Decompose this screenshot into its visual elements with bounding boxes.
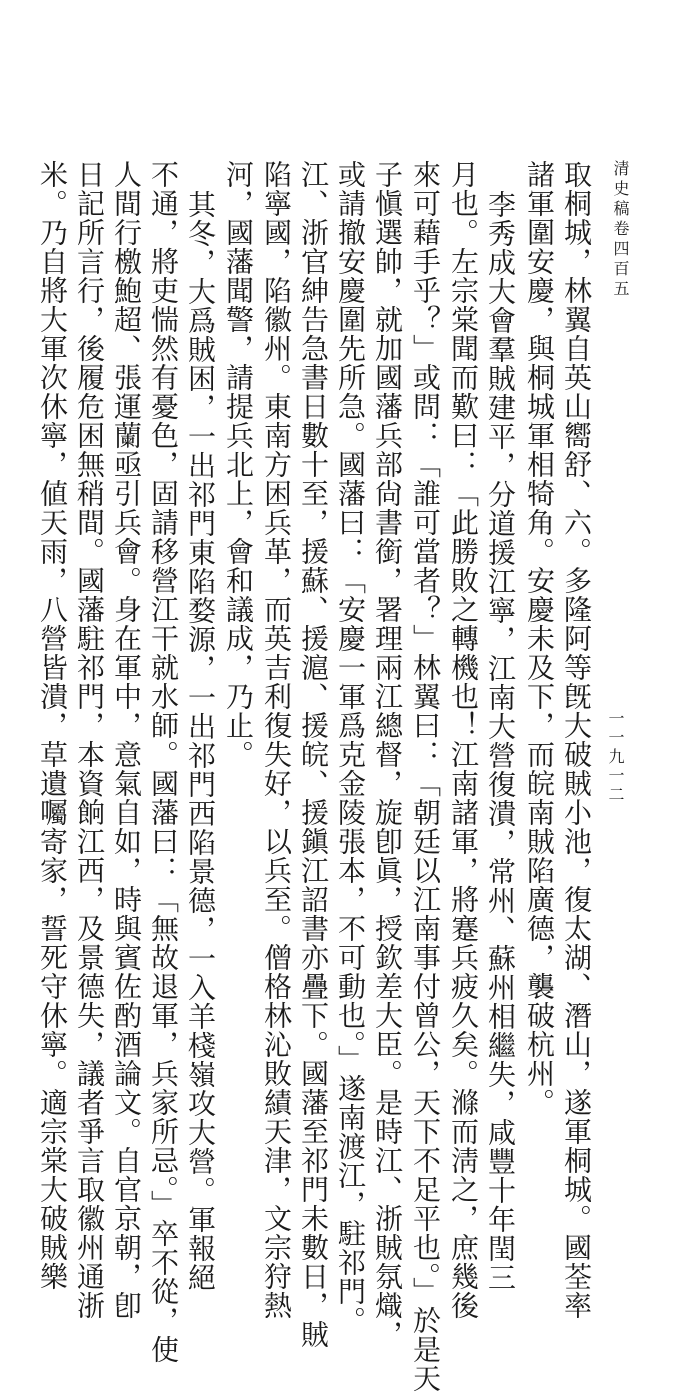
text-column-11: 其冬，大爲賊困，一出祁門東陷婺源，一出祁門西陷景德，一入羊棧嶺攻大營。軍報絕 [184,190,217,1292]
text-column-14: 日記所言行，後履危困無稍間。國藩駐祁門，本資餉江西，及景德失，議者爭言取徽州通浙 [73,160,106,1320]
text-column-12: 不通，將吏惴然有憂色，固請移營江干就水師。國藩曰：「無故退軍，兵家所忌。」卒不從，使 [147,160,180,1364]
text-column-7: 或請撤安慶圍先所急。國藩曰：「安慶一軍爲克金陵張本，不可動也。」遂南渡江，駐祁門。 [334,160,367,1335]
text-column-10: 河，國藩聞警，請提兵北上，會和議成，乃止。 [222,160,255,769]
text-column-2: 諸軍圍安慶，與桐城軍相犄角。安慶未及下，而皖南賊陷廣德，襲破杭州。 [523,160,556,1117]
text-column-13: 人間行檄鮑超、張運蘭亟引兵會。身在軍中，意氣自如，時與賓佐酌酒論文。自官京朝，卽 [110,160,143,1320]
text-column-9: 陷寧國，陷徽州。東南方困兵革，而英吉利復失好，以兵至。僧格林沁敗績天津，文宗狩熱 [260,160,293,1320]
text-column-5: 來可藉手乎？」或問：「誰可當者？」林翼曰：「朝廷以江南事付曾公，天下不足平也。」於是天 [409,160,442,1393]
text-column-3: 李秀成大會羣賊建平，分道援江寧，江南大營復潰，常州、蘇州相繼失，咸豐十年閏三 [484,190,517,1292]
text-column-6: 子愼選帥，就加國藩兵部尙書銜，署理兩江總督，旋卽眞，授欽差大臣。是時江、浙賊氛熾， [371,160,404,1349]
book-title-header: 清史稿卷四百五 [611,160,630,300]
text-column-15: 米。乃自將大軍次休寧，値天雨，八營皆潰，草遺囑寄家，誓死守休寧。適宗棠大破賊樂 [36,160,69,1291]
page-number: 一一九一二 [606,710,625,805]
text-column-1: 取桐城，林翼自英山嚮舒、六。多隆阿等旣大破賊小池，復太湖、潛山，遂軍桐城。國荃率 [560,160,593,1320]
text-column-4: 月也。左宗棠聞而歎曰：「此勝敗之轉機也！江南諸軍，將蹇兵疲久矣。滌而淸之，庶幾後 [447,160,480,1320]
text-column-8: 江、浙官紳告急書日數十至，援蘇、援滬、援皖、援鎭江詔書亦疊下。國藩至祁門未數日，賊 [297,160,330,1349]
